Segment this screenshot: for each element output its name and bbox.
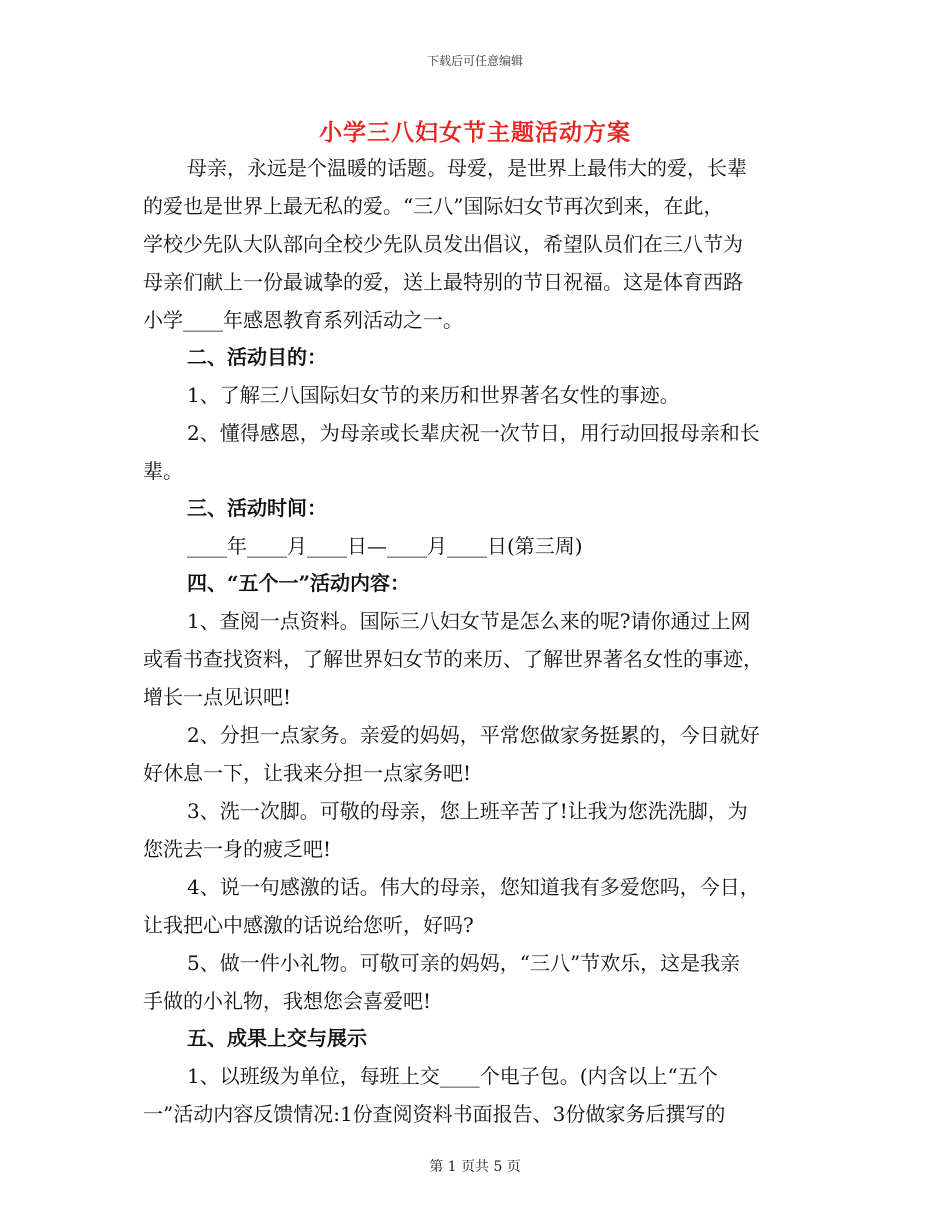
paragraph-line: 1、查阅一点资料。国际三八妇女节是怎么来的呢?请你通过上网	[187, 609, 751, 633]
paragraph-line: 的爱也是世界上最无私的爱。“三八”国际妇女节再次到来，在此，	[143, 194, 724, 218]
paragraph-line: 增长一点见识吧!	[143, 685, 292, 709]
header-note: 下载后可任意编辑	[426, 54, 523, 68]
paragraph-line: 辈。	[143, 459, 183, 483]
paragraph-line: 让我把心中感激的话说给您听，好吗?	[143, 913, 474, 937]
page-footer: 第 1 页共 5 页	[429, 1159, 521, 1175]
paragraph-line: 您洗去一身的疲乏吧!	[143, 837, 332, 861]
paragraph-line: 好休息一下，让我来分担一点家务吧!	[143, 761, 472, 785]
paragraph-line: 一”活动内容反馈情况:1份查阅资料书面报告、3份做家务后撰写的	[143, 1102, 726, 1126]
paragraph-line: 4、说一句感激的话。伟大的母亲，您知道我有多爱您吗，今日，	[187, 875, 760, 899]
paragraph-line: 学校少先队大队部向全校少先队员发出倡议，希望队员们在三八节为	[143, 232, 743, 256]
paragraph-line: 2、懂得感恩，为母亲或长辈庆祝一次节日，用行动回报母亲和长	[187, 421, 760, 445]
paragraph-line: 母亲们献上一份最诚挚的爱，送上最特别的节日祝福。这是体育西路	[143, 270, 743, 294]
document-title: 小学三八妇女节主题活动方案	[319, 119, 631, 146]
paragraph-line: 5、做一件小礼物。可敬可亲的妈妈，“三八”节欢乐，这是我亲	[187, 951, 741, 975]
paragraph-line: 手做的小礼物，我想您会喜爱吧!	[143, 989, 432, 1013]
paragraph-line: 或看书查找资料，了解世界妇女节的来历、了解世界著名女性的事迹，	[143, 647, 763, 671]
paragraph-line: ____年____月____日—____月____日(第三周)	[187, 534, 583, 558]
section-heading: 五、成果上交与展示	[187, 1026, 367, 1050]
paragraph-line: 母亲，永远是个温暖的话题。母爱，是世界上最伟大的爱，长辈	[187, 156, 747, 180]
section-heading: 二、活动目的：	[187, 345, 327, 369]
paragraph-line: 1、了解三八国际妇女节的来历和世界著名女性的事迹。	[187, 383, 680, 407]
paragraph-line: 2、分担一点家务。亲爱的妈妈，平常您做家务挺累的，今日就好	[187, 723, 760, 747]
section-heading: 三、活动时间：	[187, 496, 327, 520]
section-heading: 四、“五个一”活动内容：	[187, 571, 411, 595]
paragraph-line: 1、以班级为单位，每班上交____个电子包。(内含以上“五个	[187, 1064, 718, 1088]
paragraph-line: 小学____年感恩教育系列活动之一。	[143, 308, 463, 332]
paragraph-line: 3、洗一次脚。可敬的母亲，您上班辛苦了!让我为您洗洗脚，为	[187, 799, 748, 823]
